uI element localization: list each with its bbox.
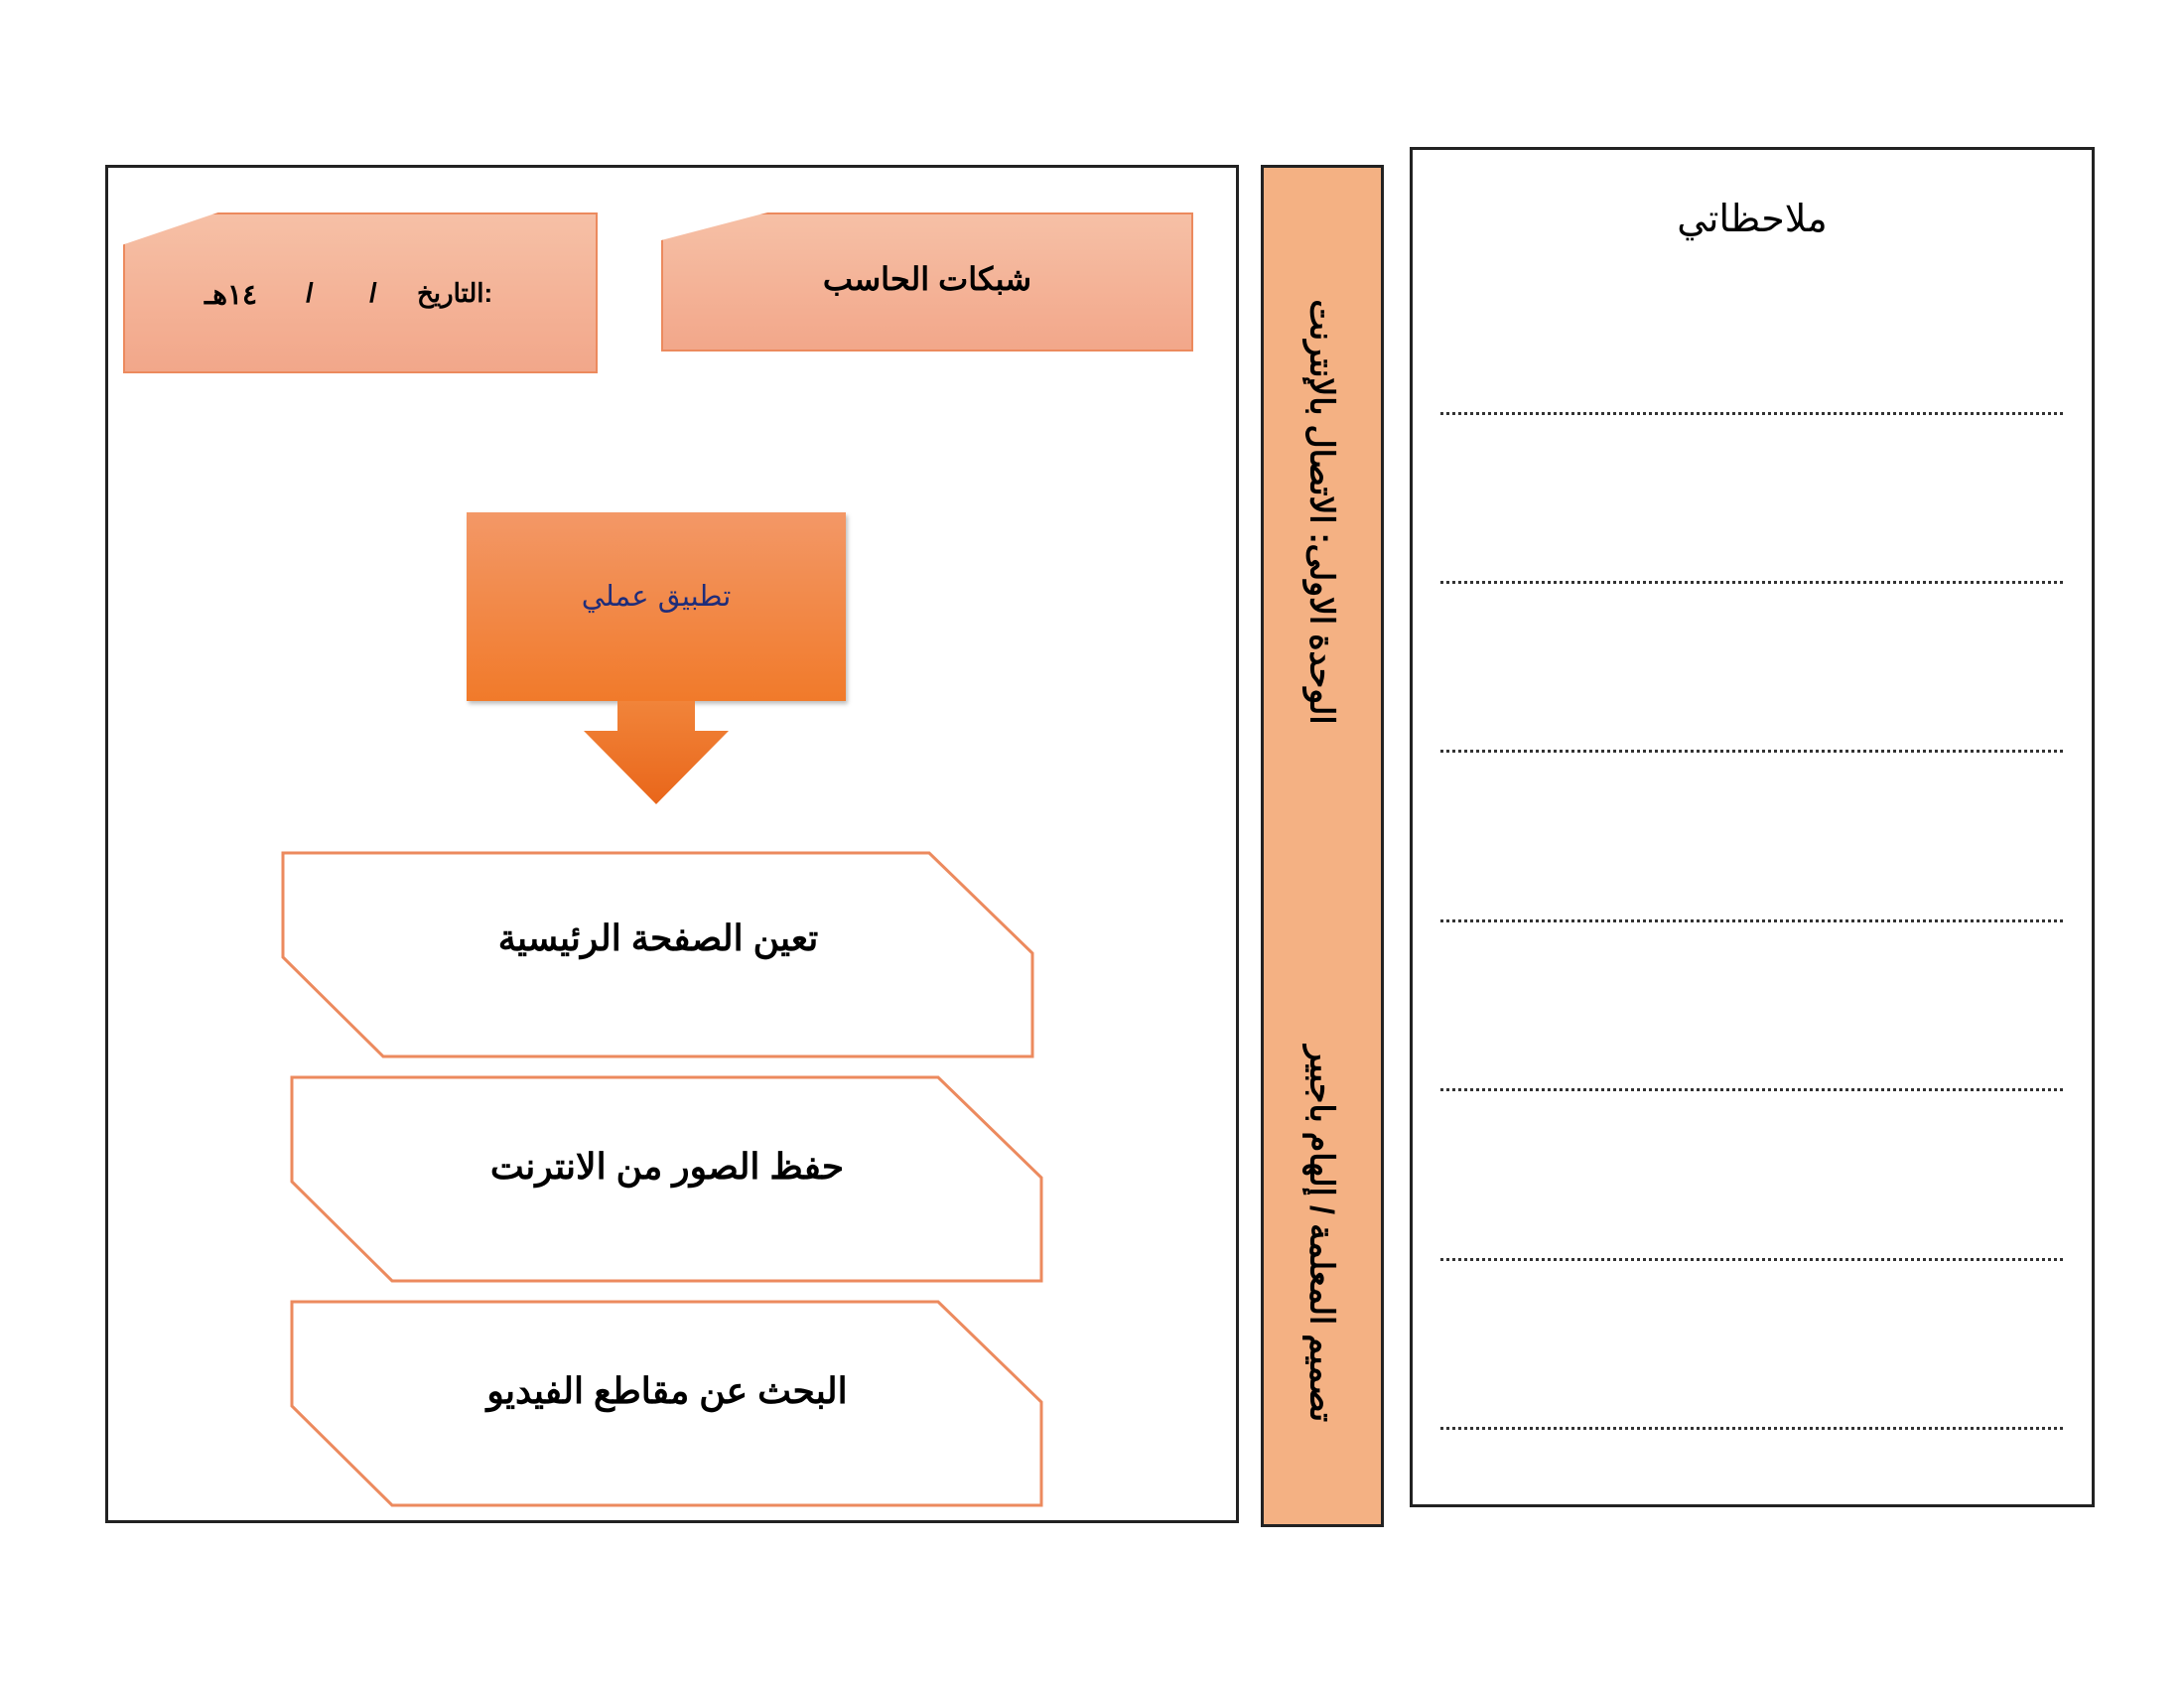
designer-credit: تصميم المعلمة / إلهام باجبير bbox=[1303, 1045, 1341, 1423]
date-year: ١٤هـ bbox=[205, 279, 258, 310]
notes-frame bbox=[1410, 147, 2095, 1507]
notes-line[interactable] bbox=[1440, 581, 2063, 584]
notes-line[interactable] bbox=[1440, 412, 2063, 415]
notes-line[interactable] bbox=[1440, 1088, 2063, 1091]
down-arrow-icon bbox=[582, 701, 731, 806]
task-label-2: حفظ الصور من الانترنت bbox=[489, 1146, 845, 1187]
unit-title: الوحدة الاولى: الاتصال بالإنترنت bbox=[1303, 299, 1341, 725]
notes-line[interactable] bbox=[1440, 1427, 2063, 1430]
task-label-1: تعين الصفحة الرئيسية bbox=[497, 917, 819, 958]
practical-application-label: تطبيق عملي bbox=[581, 579, 732, 613]
date-card bbox=[123, 212, 598, 373]
notes-line[interactable] bbox=[1440, 919, 2063, 922]
date-label: التاريخ: bbox=[417, 278, 493, 308]
date-slash-1: / bbox=[369, 277, 377, 308]
task-label-3: البحث عن مقاطع الفيديو bbox=[486, 1370, 848, 1411]
date-slash-2: / bbox=[306, 277, 314, 308]
notes-line[interactable] bbox=[1440, 750, 2063, 753]
subject-title: شبكات الحاسب bbox=[822, 261, 1032, 297]
notes-title: ملاحظاتي bbox=[1677, 197, 1828, 240]
notes-line[interactable] bbox=[1440, 1258, 2063, 1261]
